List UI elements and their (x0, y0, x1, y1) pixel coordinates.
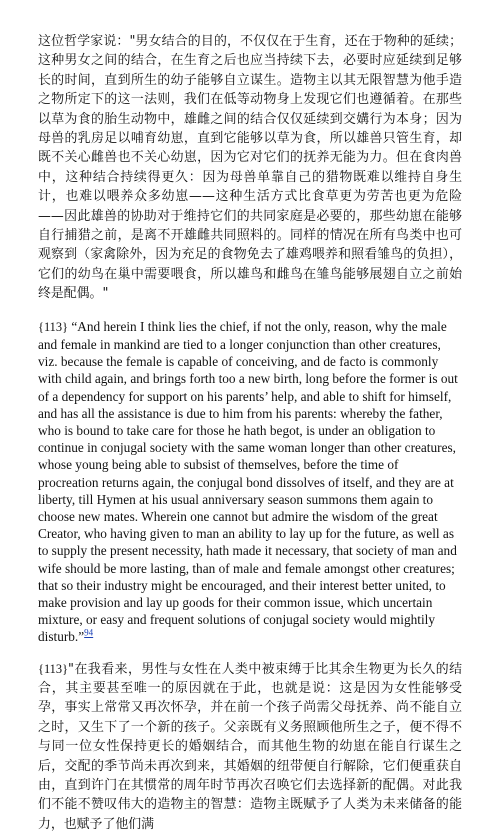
english-quote-text: “And herein I think lies the chief, if not the only, reason, why the male and female in mankind are tied to a longer conjunction than other creatures, viz. because the female is capable of conceiving, and de facto is commonly with child again, and brings forth too a new birth, long before the former is out of a dependency for support on his parents’ help, and able to shift for himself, and has all the assistance is due to him from his parents: whereby the father, who is bound to take care for those he hath begot, is under an obligation to continue in conjugal society with the same woman longer than other creatures, whose young being able to subsist of themselves, before the time of procreation returns again, the conjugal bond dissolves of itself, and they are at liberty, till Hymen at his usual anniversary season summons them again to choose new mates. Wherein one cannot but admire the wisdom of the great Creator, who having given to man an ability to lay up for the future, as well as to supply the present necessity, hath made it necessary, that society of man and wife should be more lasting, than of male and female amongst other creatures; that so their industry might be encouraged, and their interest better united, to make provision and lay up goods for their common issue, which uncertain mixture, or easy and frequent solutions of conjugal society would mightily disturb.” (38, 318, 458, 645)
paragraph-english-quote (38, 318, 462, 646)
chinese-translation-text: "在我看来，男性与女性在人类中被束缚于比其余生物更为长久的结合，其主要甚至唯一的原因就在于此，也就是说：这是因为女性能够受孕，事实上常常又再次怀孕，并在前一个孩子尚需父母抚养、尚不能自立之时，又生下了一个新的孩子。父亲既有义务照顾他所生之子，便不得不与同一位女性保持更长的婚姻结合，而其他生物的幼崽在能自行谋生之后，交配的季节尚未再次到来，其婚姻的纽带便自行解除，它们便重获自由，直到许门在其惯常的周年时节再次召唤它们去选择新的配偶。对此我们不能不赞叹伟大的造物主的智慧：造物主既赋予了人类为未来储备的能力，也赋予了他们满 (38, 661, 462, 832)
section-marker: {113} (38, 319, 69, 334)
paragraph-chinese-quote: 这位哲学家说："男女结合的目的，不仅仅在于生育，还在于物种的延续；这种男女之间的结合，在生育之后也应当持续下去，必要时应延续到足够长的时间，直到所生的幼子能够自立谋生。造物主以其无限智慧为他手造之物所定下的这一法则，我们在低等动物身上发现它们也遵循着。在那些以草为食的胎生动物中，雄雌之间的结合仅仅延续到交媾行为本身；因为母兽的乳房足以哺育幼崽，直到它能够以草为食，所以雄兽只管生育，却既不关心雌兽也不关心幼崽，因为它对它们的抚养无能为力。但在食肉兽中，这种结合持续得更久：因为母兽单靠自己的猎物既难以维持自身生计，也难以喂养众多幼崽——这种生活方式比食草更为劳苦也更为危险——因此雄兽的协助对于维持它们的共同家庭是必要的，那些幼崽在能够自行捕猎之前，是离不开雄雌共同照料的。同样的情况在所有鸟类中也可观察到（家禽除外，因为充足的食物免去了雄鸡喂养和照看雏鸟的负担），它们的幼鸟在巢中需要喂食，所以雄鸟和雌鸟在雏鸟能够展翅自立之前始终是配偶。" (38, 34, 462, 302)
footnote-link[interactable]: 94 (84, 627, 94, 638)
document-page (38, 32, 462, 834)
section-marker: {113} (38, 661, 69, 676)
paragraph-chinese-translation (38, 660, 462, 834)
